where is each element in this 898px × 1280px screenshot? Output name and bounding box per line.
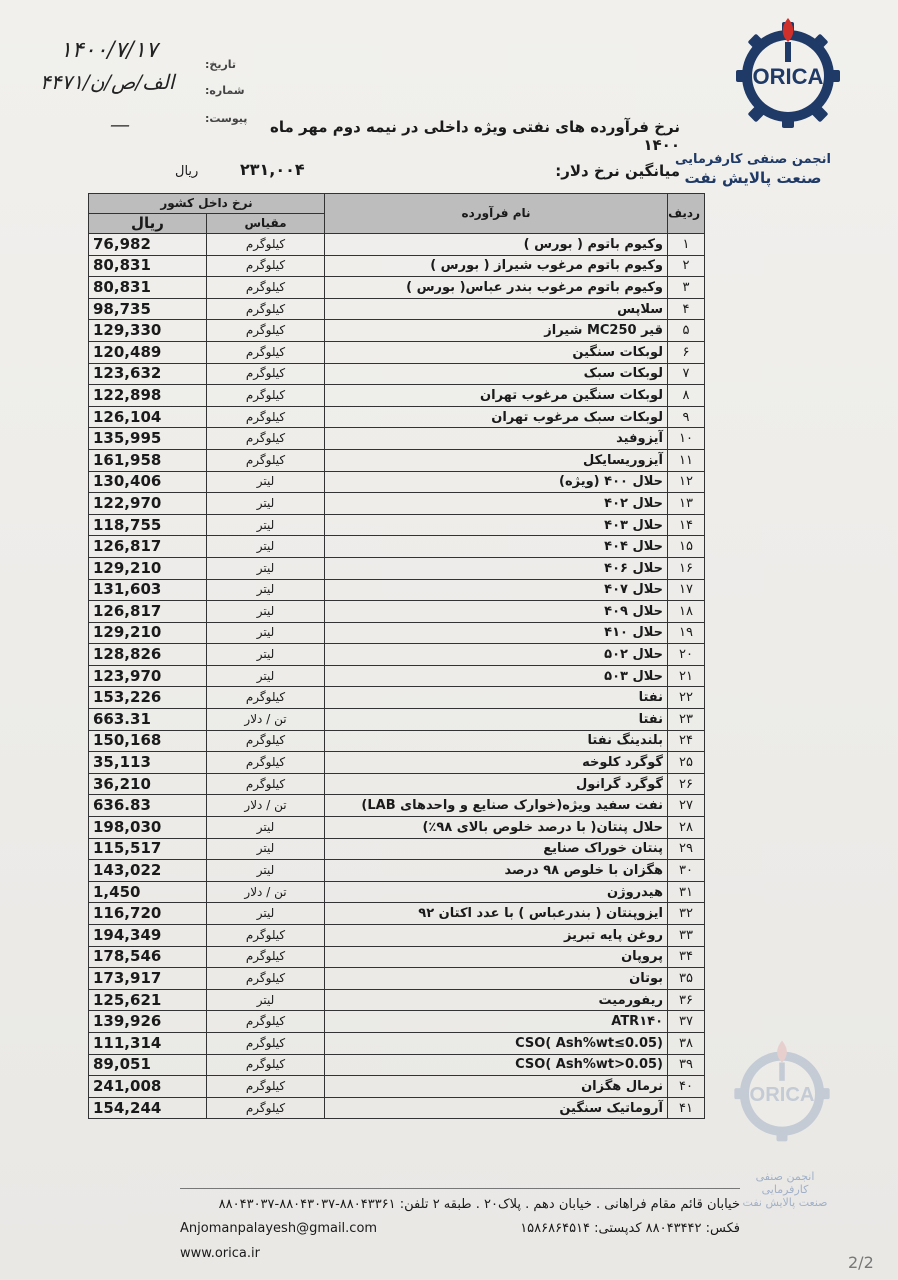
table-row <box>89 989 705 1011</box>
price-cell: 194,349 <box>89 925 207 947</box>
price-cell: 135,995 <box>89 428 207 450</box>
org-line-2: صنعت پالایش نفت <box>684 169 822 187</box>
product-name-cell: پروپان <box>325 946 668 968</box>
row-number-cell: ۲۲ <box>668 687 705 709</box>
product-name-cell: بوتان <box>325 968 668 990</box>
attachment-label: پیوست: <box>205 112 248 125</box>
unit-cell: کیلوگرم <box>207 234 325 256</box>
unit-cell: کیلوگرم <box>207 730 325 752</box>
row-number-cell: ۳۶ <box>668 989 705 1011</box>
table-row <box>89 881 705 903</box>
avg-rate-label: میانگین نرخ دلار: <box>555 162 680 180</box>
price-cell: 150,168 <box>89 730 207 752</box>
price-cell: 131,603 <box>89 579 207 601</box>
unit-cell: کیلوگرم <box>207 255 325 277</box>
table-row <box>89 773 705 795</box>
table-row <box>89 925 705 947</box>
price-cell: 89,051 <box>89 1054 207 1076</box>
price-cell: 161,958 <box>89 449 207 471</box>
unit-cell: لیتر <box>207 471 325 493</box>
price-cell: 126,104 <box>89 406 207 428</box>
price-cell: 1,450 <box>89 881 207 903</box>
table-row <box>89 838 705 860</box>
row-number-cell: ۳۲ <box>668 903 705 925</box>
unit-cell: تن / دلار <box>207 709 325 731</box>
unit-cell: تن / دلار <box>207 795 325 817</box>
footer-address: خیابان قائم مقام فراهانی . خیابان دهم . پلاک۲۰ . طبقه ۲ تلفن: ۸۸۰۴۳۳۶۱-۸۸۰۴۳۰۳۷-۸۸۰۴۳۰۳۷ <box>218 1197 740 1212</box>
price-cell: 143,022 <box>89 860 207 882</box>
watermark-org-name <box>735 1170 835 1209</box>
product-name-cell: لوبکات سنگین <box>325 341 668 363</box>
price-cell: 129,210 <box>89 557 207 579</box>
unit-cell: کیلوگرم <box>207 406 325 428</box>
table-row <box>89 1076 705 1098</box>
row-number-cell: ۱۲ <box>668 471 705 493</box>
row-number-cell: ۳۰ <box>668 860 705 882</box>
product-name-cell: لوبکات سبک مرغوب تهران <box>325 406 668 428</box>
product-name-cell: حلال ۵۰۳ <box>325 665 668 687</box>
product-name-cell: نفتا <box>325 687 668 709</box>
row-number-cell: ۱۷ <box>668 579 705 601</box>
price-cell: 154,244 <box>89 1097 207 1119</box>
product-name-cell: هیدروژن <box>325 881 668 903</box>
product-name-cell: وکیوم باتوم ( بورس ) <box>325 234 668 256</box>
product-name-cell: لوبکات سبک <box>325 363 668 385</box>
row-number-cell: ۳ <box>668 277 705 299</box>
number-label: شماره: <box>205 84 245 97</box>
unit-cell: کیلوگرم <box>207 298 325 320</box>
date-label: تاریخ: <box>205 58 237 71</box>
organization-name <box>668 150 838 188</box>
unit-cell: کیلوگرم <box>207 363 325 385</box>
unit-cell: کیلوگرم <box>207 687 325 709</box>
table-row <box>89 557 705 579</box>
price-cell: 139,926 <box>89 1011 207 1033</box>
row-number-cell: ۱۵ <box>668 536 705 558</box>
price-cell: 118,755 <box>89 514 207 536</box>
row-number-cell: ۳۳ <box>668 925 705 947</box>
unit-cell: کیلوگرم <box>207 320 325 342</box>
row-number-cell: ۱۰ <box>668 428 705 450</box>
product-name-cell: آروماتیک سنگین <box>325 1097 668 1119</box>
price-cell: 80,831 <box>89 277 207 299</box>
row-number-cell: ۱ <box>668 234 705 256</box>
row-number-cell: ۱۶ <box>668 557 705 579</box>
table-row <box>89 687 705 709</box>
row-number-cell: ۴ <box>668 298 705 320</box>
row-number-cell: ۲۱ <box>668 665 705 687</box>
table-row <box>89 622 705 644</box>
price-cell: 173,917 <box>89 968 207 990</box>
svg-text:ORICA: ORICA <box>752 64 824 89</box>
price-cell: 125,621 <box>89 989 207 1011</box>
price-cell: 241,008 <box>89 1076 207 1098</box>
unit-cell: لیتر <box>207 536 325 558</box>
product-name-cell: آیزوفید <box>325 428 668 450</box>
table-row <box>89 946 705 968</box>
avg-rate-value: ۲۳۱,۰۰۴ <box>240 160 305 179</box>
product-name-cell: آیزوریسایکل <box>325 449 668 471</box>
row-number-cell: ۱۳ <box>668 493 705 515</box>
page-number: 2/2 <box>848 1253 874 1272</box>
row-number-cell: ۲۴ <box>668 730 705 752</box>
row-number-cell: ۷ <box>668 363 705 385</box>
table-row <box>89 536 705 558</box>
row-number-cell: ۳۷ <box>668 1011 705 1033</box>
document-title: نرخ فرآورده های نفتی ویژه داخلی در نیمه دوم مهر ماه ۱۴۰۰ <box>270 118 680 154</box>
product-name-cell: حلال ۴۱۰ <box>325 622 668 644</box>
unit-cell: لیتر <box>207 622 325 644</box>
product-name-cell: حلال ۴۰۲ <box>325 493 668 515</box>
table-row <box>89 1032 705 1054</box>
product-name-cell: هگزان با خلوص ۹۸ درصد <box>325 860 668 882</box>
price-cell: 122,898 <box>89 385 207 407</box>
table-row <box>89 1097 705 1119</box>
orica-logo-icon <box>728 12 848 132</box>
table-row <box>89 449 705 471</box>
product-name-cell: نرمال هگزان <box>325 1076 668 1098</box>
unit-cell: کیلوگرم <box>207 968 325 990</box>
product-name-cell: حلال ۴۰۷ <box>325 579 668 601</box>
row-number-cell: ۱۸ <box>668 601 705 623</box>
unit-cell: لیتر <box>207 989 325 1011</box>
price-table <box>88 193 705 1119</box>
price-cell: 128,826 <box>89 644 207 666</box>
unit-cell: تن / دلار <box>207 881 325 903</box>
product-name-cell: گوگرد گرانول <box>325 773 668 795</box>
row-number-cell: ۲۵ <box>668 752 705 774</box>
row-number-cell: ۳۵ <box>668 968 705 990</box>
price-cell: 129,330 <box>89 320 207 342</box>
unit-cell: لیتر <box>207 817 325 839</box>
row-number-cell: ۴۱ <box>668 1097 705 1119</box>
table-row <box>89 709 705 731</box>
product-name-cell: نفت سفید ویژه(خوارک صنایع و واحدهای LAB) <box>325 795 668 817</box>
table-row <box>89 903 705 925</box>
svg-text:ORICA: ORICA <box>749 1084 815 1106</box>
unit-cell: کیلوگرم <box>207 277 325 299</box>
table-row <box>89 255 705 277</box>
unit-cell: کیلوگرم <box>207 428 325 450</box>
unit-cell: کیلوگرم <box>207 1054 325 1076</box>
table-row <box>89 234 705 256</box>
footer-email[interactable]: Anjomanpalayesh@gmail.com <box>180 1221 378 1236</box>
product-name-cell: پنتان خوراک صنایع <box>325 838 668 860</box>
unit-cell: کیلوگرم <box>207 1076 325 1098</box>
row-number-cell: ۳۱ <box>668 881 705 903</box>
header-row-number: ردیف <box>668 194 705 234</box>
unit-cell: لیتر <box>207 860 325 882</box>
header-unit: مقیاس <box>207 214 325 234</box>
price-cell: 663.31 <box>89 709 207 731</box>
product-name-cell: گوگرد کلوخه <box>325 752 668 774</box>
unit-cell: لیتر <box>207 601 325 623</box>
number-field <box>205 84 245 97</box>
table-row <box>89 406 705 428</box>
header-domestic-rate: نرخ داخل کشور <box>89 194 325 214</box>
unit-cell: کیلوگرم <box>207 773 325 795</box>
attachment-value: — <box>110 112 130 136</box>
table-row <box>89 385 705 407</box>
table-row <box>89 341 705 363</box>
watermark-line-2: صنعت پالایش نفت <box>742 1196 828 1209</box>
unit-cell: لیتر <box>207 557 325 579</box>
table-row <box>89 320 705 342</box>
table-row <box>89 579 705 601</box>
table-row <box>89 277 705 299</box>
table-row <box>89 860 705 882</box>
date-field <box>205 58 236 71</box>
price-cell: 153,226 <box>89 687 207 709</box>
price-cell: 76,982 <box>89 234 207 256</box>
price-cell: 36,210 <box>89 773 207 795</box>
table-row <box>89 730 705 752</box>
row-number-cell: ۵ <box>668 320 705 342</box>
row-number-cell: ۲ <box>668 255 705 277</box>
row-number-cell: ۶ <box>668 341 705 363</box>
product-name-cell: ATR۱۴۰ <box>325 1011 668 1033</box>
row-number-cell: ۲۰ <box>668 644 705 666</box>
org-line-1: انجمن صنفی کارفرمایی <box>674 152 832 167</box>
unit-cell: کیلوگرم <box>207 385 325 407</box>
price-cell: 116,720 <box>89 903 207 925</box>
unit-cell: لیتر <box>207 838 325 860</box>
product-name-cell: حلال ۴۰۴ <box>325 536 668 558</box>
unit-cell: کیلوگرم <box>207 752 325 774</box>
table-row <box>89 514 705 536</box>
price-cell: 123,970 <box>89 665 207 687</box>
table-row <box>89 817 705 839</box>
avg-rate-unit: ریال <box>175 164 199 179</box>
product-name-cell: حلال ۴۰۶ <box>325 557 668 579</box>
price-cell: 111,314 <box>89 1032 207 1054</box>
product-name-cell: نفتا <box>325 709 668 731</box>
row-number-cell: ۲۷ <box>668 795 705 817</box>
unit-cell: کیلوگرم <box>207 946 325 968</box>
product-name-cell: حلال ۴۰۰ (ویژه) <box>325 471 668 493</box>
price-cell: 120,489 <box>89 341 207 363</box>
price-cell: 115,517 <box>89 838 207 860</box>
row-number-cell: ۴۰ <box>668 1076 705 1098</box>
row-number-cell: ۲۸ <box>668 817 705 839</box>
row-number-cell: ۳۸ <box>668 1032 705 1054</box>
row-number-cell: ۲۹ <box>668 838 705 860</box>
unit-cell: لیتر <box>207 665 325 687</box>
row-number-cell: ۹ <box>668 406 705 428</box>
table-row <box>89 1011 705 1033</box>
table-row <box>89 665 705 687</box>
product-name-cell: CSO( Ash%wt>0.05) <box>325 1054 668 1076</box>
price-cell: 35,113 <box>89 752 207 774</box>
price-cell: 130,406 <box>89 471 207 493</box>
row-number-cell: ۱۹ <box>668 622 705 644</box>
table-row <box>89 752 705 774</box>
table-row <box>89 795 705 817</box>
product-name-cell: حلال ۵۰۲ <box>325 644 668 666</box>
unit-cell: لیتر <box>207 514 325 536</box>
row-number-cell: ۳۴ <box>668 946 705 968</box>
product-name-cell: CSO( Ash%wt≤0.05) <box>325 1032 668 1054</box>
table-row <box>89 968 705 990</box>
table-row <box>89 1054 705 1076</box>
table-row <box>89 471 705 493</box>
price-cell: 126,817 <box>89 601 207 623</box>
table-row <box>89 298 705 320</box>
price-cell: 122,970 <box>89 493 207 515</box>
product-name-cell: ایزوپنتان ( بندرعباس ) با عدد اکتان ۹۲ <box>325 903 668 925</box>
table-row <box>89 428 705 450</box>
table-row <box>89 493 705 515</box>
unit-cell: کیلوگرم <box>207 341 325 363</box>
footer-website[interactable]: www.orica.ir <box>180 1246 260 1261</box>
unit-cell: کیلوگرم <box>207 1097 325 1119</box>
product-name-cell: روغن پایه تبریز <box>325 925 668 947</box>
product-name-cell: حلال ۴۰۳ <box>325 514 668 536</box>
product-name-cell: قیر MC250 شیراز <box>325 320 668 342</box>
unit-cell: کیلوگرم <box>207 925 325 947</box>
unit-cell: لیتر <box>207 493 325 515</box>
header-price: ریال <box>89 214 207 234</box>
watermark-line-1: انجمن صنفی کارفرمایی <box>755 1170 815 1196</box>
footer-divider <box>180 1188 740 1189</box>
table-row <box>89 601 705 623</box>
price-table-body <box>89 234 705 1119</box>
date-value: ۱۴۰۰/۷/۱۷ <box>60 38 158 63</box>
product-name-cell: وکیوم باتوم مرغوب شیراز ( بورس ) <box>325 255 668 277</box>
table-row <box>89 363 705 385</box>
unit-cell: کیلوگرم <box>207 449 325 471</box>
price-cell: 123,632 <box>89 363 207 385</box>
price-cell: 126,817 <box>89 536 207 558</box>
price-cell: 129,210 <box>89 622 207 644</box>
product-name-cell: لوبکات سنگین مرغوب تهران <box>325 385 668 407</box>
table-row <box>89 644 705 666</box>
row-number-cell: ۱۱ <box>668 449 705 471</box>
unit-cell: کیلوگرم <box>207 1032 325 1054</box>
footer-fax-postal: فکس: ۸۸۰۴۳۴۴۲ کدپستی: ۱۵۸۶۸۶۴۵۱۴ <box>520 1221 740 1236</box>
price-cell: 198,030 <box>89 817 207 839</box>
product-name-cell: بلندینگ نفتا <box>325 730 668 752</box>
row-number-cell: ۳۹ <box>668 1054 705 1076</box>
product-name-cell: حلال پنتان( با درصد خلوص بالای ۹۸٪) <box>325 817 668 839</box>
number-value: ۴۴۷۱/الف/ص/ن <box>40 70 175 94</box>
row-number-cell: ۲۳ <box>668 709 705 731</box>
header-product-name: نام فرآورده <box>325 194 668 234</box>
row-number-cell: ۲۶ <box>668 773 705 795</box>
price-cell: 178,546 <box>89 946 207 968</box>
product-name-cell: حلال ۴۰۹ <box>325 601 668 623</box>
price-cell: 636.83 <box>89 795 207 817</box>
unit-cell: لیتر <box>207 903 325 925</box>
row-number-cell: ۱۴ <box>668 514 705 536</box>
unit-cell: لیتر <box>207 579 325 601</box>
watermark-logo-icon <box>727 1035 837 1145</box>
product-name-cell: ریفورمیت <box>325 989 668 1011</box>
product-name-cell: سلاپس <box>325 298 668 320</box>
row-number-cell: ۸ <box>668 385 705 407</box>
unit-cell: کیلوگرم <box>207 1011 325 1033</box>
price-cell: 98,735 <box>89 298 207 320</box>
product-name-cell: وکیوم باتوم مرغوب بندر عباس( بورس ) <box>325 277 668 299</box>
unit-cell: لیتر <box>207 644 325 666</box>
price-cell: 80,831 <box>89 255 207 277</box>
